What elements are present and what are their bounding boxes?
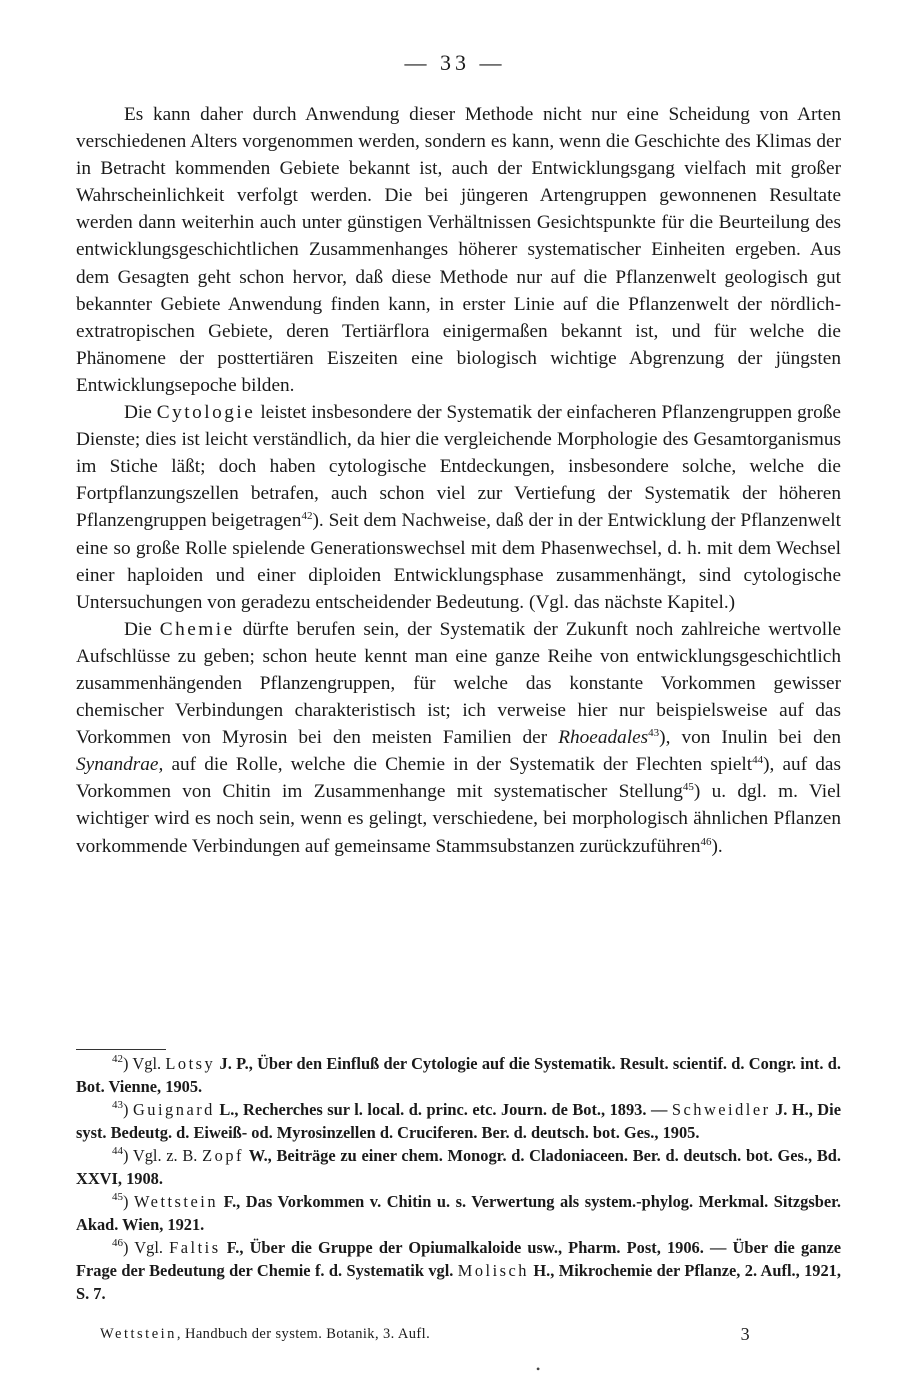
footnote-text: F., Über die Gruppe der Opiumalkaloide usw., Pharm. Post, 1906. — Über die ganze Frage der Bedeutung der Chemie f. d. Systematik vgl. [76,1238,842,1280]
text-segment: ), auf das Vorkommen von Chitin im Zusammenhange mit systematischer Stellung [76,754,841,803]
text-segment: ) Vgl. [123,1054,162,1073]
footnote-text: H., Mikrochemie der Pflanze, 2. Aufl., 1921, S. 7. [76,1261,841,1303]
text-segment: ) Vgl. z. B. [123,1146,198,1165]
footnotes [76,1052,841,1305]
spaced-term: Cytologie [156,402,256,424]
text-segment: ). Seit dem Nachweise, daß der in der Entwicklung der Pflanzenwelt eine so große Rolle spielende Generationswechsel mit dem Phasenwechsel, d. h. mit dem Wechsel einer haploiden und einer diploiden Entwicklungsphase zusammenhängt, sind cytologische Untersuchungen von geradezu entscheidender Bedeutung. (Vgl. das nächste Kapitel.) [76,510,841,613]
text-segment: dürfte berufen sein, der Systematik der Zukunft noch zahlreiche wertvolle Aufschlüsse zu geben; schon heute kennt man eine ganze Reihe von entwicklungsgeschichtlich zusammenhängenden Pflanzengruppen, für welche das konstante Vorkommen gewisser chemischer Verbindungen charakteristisch ist; ich verweise hier nur beispielsweise auf das Vorkommen von Myrosin bei den meisten Familien der [76,618,842,749]
ink-speck-icon: • [536,1362,541,1376]
footnote-ref: 42 [301,510,313,523]
text-segment: ). [711,835,723,857]
footer-title: , Handbuch der system. Botanik, 3. Aufl. [176,1326,431,1342]
footnote-45 [76,1190,841,1236]
text-segment: ) u. dgl. m. Viel wichtiger wird es noch sein, wenn es gelingt, verschiedene, bei morphologisch ähnlichen Pflanzen vorkommende Verbindungen auf gemeinsame Stammsubstanzen zurückzuführen [76,781,841,857]
footnote-text: F., Das Vorkommen v. Chitin u. s. Verwertung als system.-phylog. Merkmal. Sitzgsber. Akad. Wien, 1921. [76,1192,841,1234]
body-text [76,101,841,860]
italic-term: Synandrae, [76,754,164,776]
page-number: — 33 — [404,50,506,75]
text-segment: auf die Rolle, welche die Chemie in der Systematik der Flechten spielt [171,754,753,776]
footnote-43 [76,1098,841,1144]
italic-term: Rhoeadales [558,727,649,749]
footnote-author: Guignard [132,1100,215,1119]
footnote-42 [76,1052,841,1098]
sheet-number: 3 [740,1324,750,1344]
paragraph-3 [76,616,841,860]
text-segment: leistet insbesondere der Systematik der einfacheren Pflanzengruppen große Dienste; dies ist leicht verständlich, da hier die vergleichende Morphologie des Gesamtorganismus im Stiche läßt; doch haben cytologische Entdeckungen, insbesondere solche, welche die Fortpflanzungszellen betrafen, auch schon viel zur Vertiefung der Systematik der höheren Pflanzengruppen beigetragen [76,402,841,532]
footnote-author: Schweidler [671,1100,771,1119]
page-footer [100,1326,750,1343]
footnote-text: L., Recherches sur l. local. d. princ. etc. Journ. de Bot., 1893. — [219,1100,668,1119]
footnote-author: Molisch [457,1261,530,1280]
footnote-number: 42 [112,1053,123,1065]
footer-author: Wettstein [100,1326,177,1342]
lead-word: Die [124,618,152,640]
footnote-ref: 45 [682,781,694,794]
footnote-number: 45 [112,1191,123,1203]
footnote-text: W., Beiträge zu einer chem. Monogr. d. Cladoniaceen. Ber. d. deutsch. bot. Ges., Bd. XXVI, 1908. [76,1146,841,1188]
footnote-46 [76,1236,841,1305]
text-segment: ) [123,1192,129,1211]
footnote-number: 43 [112,1099,123,1111]
footnote-author: Lotsy [165,1054,216,1073]
footnote-ref: 46 [700,835,712,848]
text-segment: ) [123,1100,129,1119]
spaced-term: Chemie [159,618,235,640]
footnote-divider [76,1049,166,1050]
paragraph-2 [76,399,841,616]
text-segment: ) Vgl. [123,1238,163,1257]
paragraph-1: Es kann daher durch Anwendung dieser Methode nicht nur eine Scheidung von Arten verschiedenen Alters vorgenommen werden, sondern es kann, wenn die Geschichte des Klimas der in Betracht kommenden Gebiete bekannt ist, auch der Entwicklungsgang vielfach mit großer Wahrscheinlichkeit verfolgt werden. Die bei jüngeren Artengruppen gewonnenen Resultate werden dann weiterhin auch unter günstigen Verhältnissen Gesichtspunkte für die Beurteilung des entwicklungsgeschichtlichen Zusammenhanges höherer systematischer Einheiten ergeben. Aus dem Gesagten geht schon hervor, daß diese Methode nur auf die Pflanzenwelt geologisch gut bekannter Gebiete Anwendung finden kann, in erster Linie auf die Pflanzenwelt der nördlich-extratropischen Gebiete, deren Tertiärflora einigermaßen bekannt ist, und für welche die Phänomene der posttertiären Eiszeiten eine biologisch wichtige Abgrenzung der jüngsten Entwicklungsepoche bilden. [76,104,841,396]
footnote-text: J. H., Die syst. Bedeutg. d. Eiweiß- od. Myrosinzellen d. Cruciferen. Ber. d. deutsch. bot. Ges., 1905. [76,1100,841,1142]
footnote-number: 46 [112,1237,123,1249]
footnote-text: J. P., Über den Einfluß der Cytologie auf die Systematik. Result. scientif. d. Congr. int. d. Bot. Vienne, 1905. [76,1054,841,1096]
footnote-number: 44 [112,1145,123,1157]
lead-word: Die [124,402,152,424]
footnote-ref: 44 [752,754,764,767]
footnote-44 [76,1144,841,1190]
footnote-ref: 43 [648,727,660,740]
footnote-author: Zopf [202,1146,244,1165]
text-segment: ), von Inulin bei den [659,727,841,749]
footnote-author: Faltis [169,1238,221,1257]
footnote-author: Wettstein [134,1192,219,1211]
